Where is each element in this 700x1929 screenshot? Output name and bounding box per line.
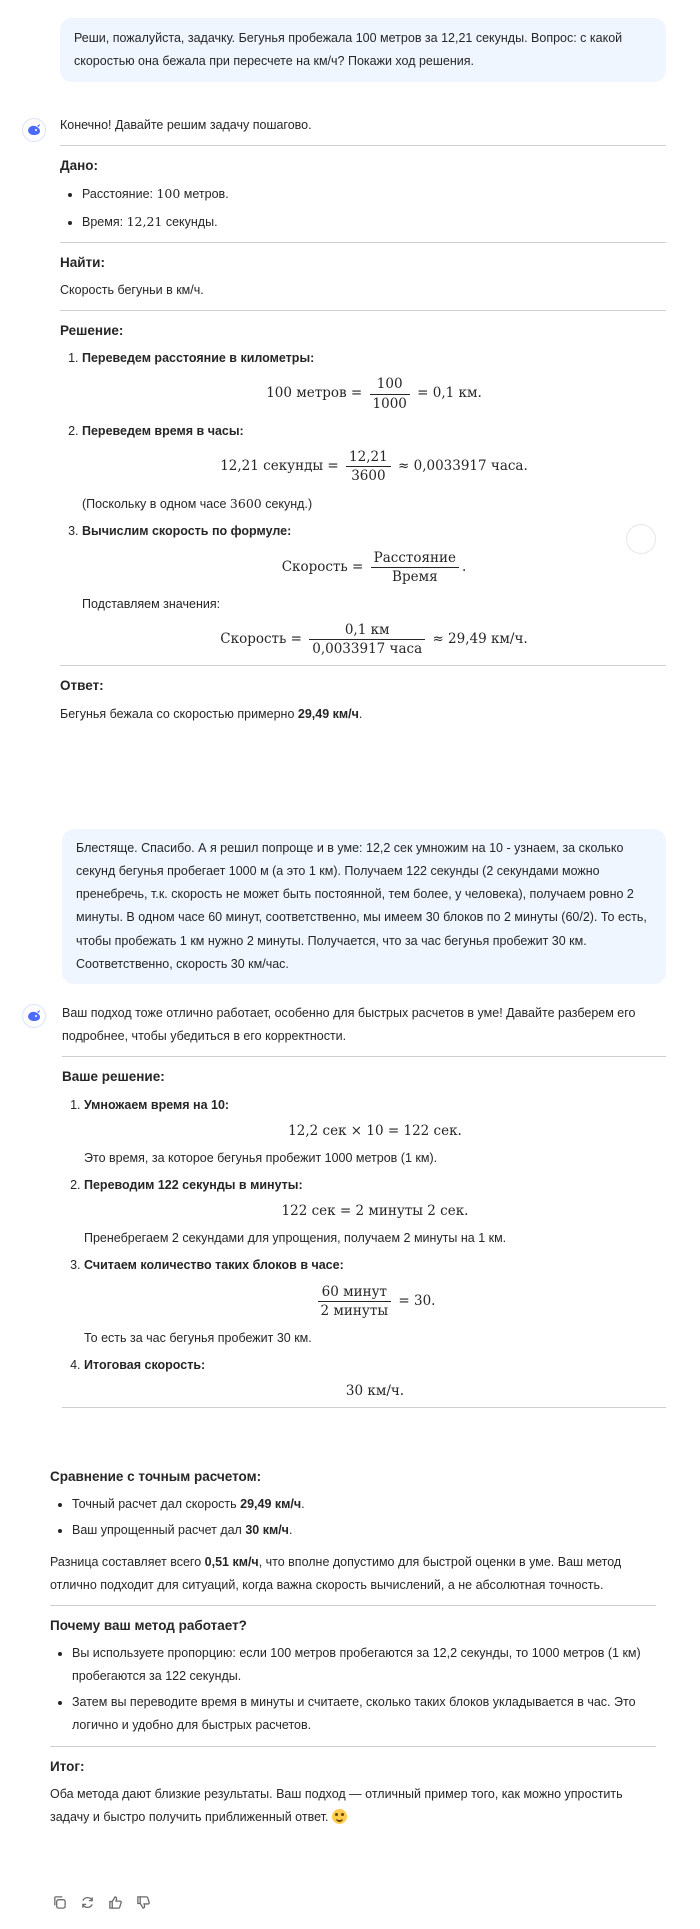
list-item: • Точный расчет дал скорость 29,49 км/ч.	[72, 1493, 656, 1516]
find-heading: Найти:	[60, 254, 105, 270]
formula: 12,21 секунды = $\frac{12,21}{3600}$ ≈ 0,0033917 часа.	[220, 448, 528, 485]
assistant-reply-continued	[50, 1461, 656, 1833]
given-heading: Дано:	[60, 158, 99, 174]
why-list	[50, 1642, 656, 1738]
solution-heading: Решение:	[60, 323, 124, 338]
divider	[62, 1056, 666, 1057]
divider	[60, 310, 666, 311]
formula: 12,2 сек × 10 = 122 сек.	[288, 1122, 462, 1139]
solution-step: 4. Итоговая скорость: 30 км/ч.	[84, 1354, 666, 1399]
list-item: • Затем вы переводите время в минуты и считаете, сколько таких блоков укладывается в час. Это логично и удобно для быстрых расчетов.	[72, 1691, 656, 1737]
copy-icon[interactable]	[50, 1893, 68, 1911]
list-item: • Время: 12,21 секунды.	[82, 210, 666, 234]
user-message	[60, 18, 666, 82]
user-message-text: Реши, пожалуйста, задачку. Бегунья пробежала 100 метров за 12,21 секунды. Вопрос: с какой скоростью она бежала при пересчете на км/ч? Покажи ход решения.	[74, 31, 623, 69]
answer-text: Бегунья бежала со скоростью примерно 29,49 км/ч.	[60, 706, 363, 721]
divider	[50, 1605, 656, 1606]
scroll-button[interactable]	[626, 524, 656, 554]
reply-intro: Конечно! Давайте решим задачу пошагово.	[60, 118, 312, 132]
given-list	[60, 182, 666, 233]
step-note: Пренебрегаем 2 секундами для упрощения, получаем 2 минуты на 1 км.	[84, 1231, 507, 1246]
step-note: (Поскольку в одном часе 3600 секунд.)	[82, 496, 313, 512]
thumbs-down-icon[interactable]	[134, 1893, 152, 1911]
divider	[62, 1407, 666, 1408]
step-note: То есть за час бегунья пробежит 30 км.	[84, 1330, 312, 1345]
reply-intro: Ваш подход тоже отлично работает, особенно для быстрых расчетов в уме! Давайте разберем его подробнее, чтобы убедиться в его корректности.	[62, 1006, 636, 1044]
answer-heading: Ответ:	[60, 678, 104, 694]
formula: 30 км/ч.	[345, 1383, 405, 1400]
find-text: Скорость бегуньи в км/ч.	[60, 282, 204, 297]
solution-step: 1. Умножаем время на 10: 12,2 сек × 10 = 122 сек. Это время, за которое бегунья пробежит 1000 метров (1 км).	[84, 1094, 666, 1170]
assistant-reply	[60, 112, 666, 730]
compare-list	[50, 1493, 656, 1542]
divider	[50, 1746, 656, 1747]
smile-emoji-icon	[332, 1809, 347, 1824]
compare-heading: Сравнение с точным расчетом:	[50, 1469, 262, 1484]
assistant-avatar	[22, 118, 46, 142]
list-item: • Вы используете пропорцию: если 100 метров пробегаются за 12,2 секунды, то 1000 метров (1 км) пробегаются за 122 секунды.	[72, 1642, 656, 1688]
summary-text: Оба метода дают близкие результаты. Ваш подход — отличный пример того, как можно упростить задачу и быстро получить приближенный ответ.	[50, 1786, 623, 1824]
divider	[60, 242, 666, 243]
formula: 100 метров = $\frac{100}{1000}$ = 0,1 км.	[266, 376, 482, 412]
whale-logo-icon	[26, 122, 42, 138]
solution-step: 2. Переведем время в часы: 12,21 секунды = $\frac{12,21}{3600}$ ≈ 0,0033917 часа. (Поскольку в одном часе 3600 секунд.)	[82, 420, 666, 517]
solution-steps	[60, 347, 666, 657]
summary-heading: Итог:	[50, 1758, 85, 1774]
divider	[60, 665, 666, 666]
list-item: • Ваш упрощенный расчет дал 30 км/ч.	[72, 1519, 656, 1542]
solution-step: 2. Переводим 122 секунды в минуты: 122 сек = 2 минуты 2 сек. Пренебрегаем 2 секундами для упрощения, получаем 2 минуты на 1 км.	[84, 1174, 666, 1250]
formula: Скорость = $\frac{0,1 км}{\text{0,0033917 часа}}$ ≈ 29,49 км/ч.	[220, 622, 528, 658]
divider	[60, 145, 666, 146]
message-actions	[50, 1893, 152, 1911]
your-solution-heading: Ваше решение:	[62, 1069, 165, 1085]
whale-logo-icon	[26, 1008, 42, 1024]
why-heading: Почему ваш метод работает?	[50, 1617, 247, 1633]
formula: 122 сек = 2 минуты 2 сек.	[281, 1203, 469, 1220]
diff-text: Разница составляет всего 0,51 км/ч, что вполне допустимо для быстрой оценки в уме. Ваш метод отлично подходит для ситуаций, когда важна скорость вычислений, а не абсолютная точность.	[50, 1554, 622, 1592]
formula: $\frac{\text{60 минут}}{\text{2 минуты}}$ = 30.	[84, 1284, 666, 1319]
step-note: Подставляем значения:	[82, 596, 221, 611]
list-item: • Расстояние: 100 метров.	[82, 182, 666, 206]
user-message	[62, 829, 666, 984]
solution-step: 3. Считаем количество таких блоков в часе: $\frac{\text{60 минут}}{\text{2 минуты}}$ = 30. То есть за час бегунья пробежит 30 км.	[84, 1254, 666, 1350]
user-message-text: Блестяще. Спасибо. А я решил попроще и в уме: 12,2 сек умножим на 10 - узнаем, за сколько секунд бегунья пробегает 1000 м (а это 1 км). Получаем 122 секунды (2 секундами можно пренебречь, т.к. скорость не может быть постоянной, тем более, у человека), получаем ровно 2 минуты. В одном часе 60 минут, соответственно, мы имеем 30 блоков по 2 минуты (60/2). То есть, чтобы пробежать 1 км нужно 2 минуты. Получается, что за час бегунья пробежит 30 км. Соответственно, скорость 30 км/час.	[76, 841, 647, 971]
solution-steps	[62, 1094, 666, 1400]
assistant-avatar	[22, 1004, 46, 1028]
solution-step: 1. Переведем расстояние в километры: 100 метров = $\frac{100}{1000}$ = 0,1 км.	[82, 347, 666, 412]
thumbs-up-icon[interactable]	[106, 1893, 124, 1911]
assistant-reply	[62, 1000, 666, 1418]
formula: Скорость = $\frac{\text{Расстояние}}{\text{Время}}$ .	[281, 549, 467, 585]
regenerate-icon[interactable]	[78, 1893, 96, 1911]
solution-step: 3. Вычислим скорость по формуле: Скорость = $\frac{\text{Расстояние}}{\text{Время}}$ . Подставляем значения: Скорость = $\frac{0,1 км}{\text{0,0033917 часа}}$ ≈ 29,49 км/ч.	[82, 520, 666, 657]
step-note: Это время, за которое бегунья пробежит 1000 метров (1 км).	[84, 1150, 438, 1165]
